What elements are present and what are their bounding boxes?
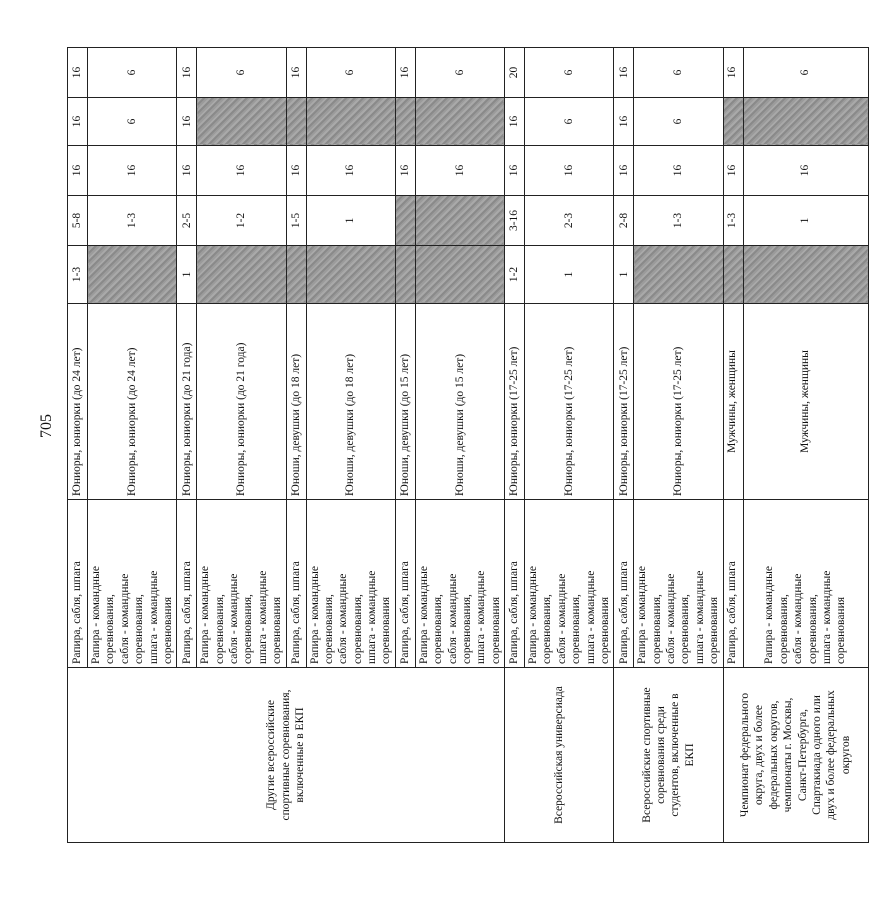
value-cell-4: 6 (88, 98, 177, 146)
place-cell-1 (634, 246, 723, 304)
place-cell-2: 1-3 (723, 196, 743, 246)
category-cell (395, 500, 415, 668)
value-cell-3: 16 (88, 146, 177, 196)
value-cell-4: 16 (177, 98, 197, 146)
table-row (505, 48, 525, 843)
place-cell-2: 1-5 (286, 196, 306, 246)
category-cell (525, 500, 614, 668)
category-line: шпага - командные соревнования (256, 570, 284, 664)
group-name (505, 668, 614, 843)
category-cell (415, 500, 504, 668)
group-line: округа, двух и более (753, 705, 766, 805)
group-line: Санкт-Петербурга, (796, 708, 809, 802)
value-cell-3: 16 (306, 146, 395, 196)
competition-table (67, 47, 869, 843)
value-cell-4 (743, 98, 868, 146)
category-line: Рапира - командные соревнования, (636, 566, 663, 664)
value-cell-3: 16 (723, 146, 743, 196)
value-cell-3: 16 (395, 146, 415, 196)
group-line: чемпионаты г. Москвы, (782, 697, 795, 813)
group-line: Всероссийские спортивные (640, 687, 653, 823)
value-cell-5: 6 (634, 48, 723, 98)
group-line: округов (839, 735, 852, 775)
group-line: Спартакиада одного или (810, 695, 823, 815)
category-line: шпага - командные соревнования (584, 570, 611, 664)
category-cell (723, 500, 743, 668)
group-name (68, 668, 505, 843)
group-line: спортивные соревнования, (279, 689, 292, 821)
place-cell-1: 1 (177, 246, 197, 304)
category-cell (306, 500, 395, 668)
category-line: шпага - командные соревнования (147, 570, 174, 664)
category-line: шпага - командные соревнования (820, 570, 848, 664)
category-line: Рапира, сабля, шпага (289, 561, 302, 664)
value-cell-4: 6 (525, 98, 614, 146)
group-line: соревнования среди (655, 706, 667, 804)
value-cell-5: 16 (723, 48, 743, 98)
value-cell-5: 16 (286, 48, 306, 98)
age-group-cell: Юноши, девушки (до 15 лет) (395, 304, 415, 500)
value-cell-3: 16 (415, 146, 504, 196)
value-cell-4: 16 (68, 98, 88, 146)
place-cell-2 (415, 196, 504, 246)
place-cell-2: 1-3 (634, 196, 723, 246)
value-cell-4 (306, 98, 395, 146)
value-cell-3: 16 (505, 146, 525, 196)
place-cell-1: 1 (525, 246, 614, 304)
place-cell-2: 1-2 (197, 196, 286, 246)
category-line: Рапира, сабля, шпага (617, 561, 630, 664)
group-line: двух и более федеральных (825, 690, 838, 820)
age-group-cell: Юноши, девушки (до 15 лет) (415, 304, 504, 500)
table-row (723, 48, 743, 843)
place-cell-2: 1-3 (88, 196, 177, 246)
category-line: Рапира, сабля, шпага (508, 561, 521, 664)
value-cell-3: 16 (177, 146, 197, 196)
category-line: сабля - командные соревнования, (446, 573, 473, 664)
category-line: сабля - командные соревнования, (228, 573, 255, 664)
age-group-cell: Юниоры, юниорки (17-25 лет) (505, 304, 525, 500)
value-cell-3: 16 (525, 146, 614, 196)
value-cell-5: 16 (614, 48, 634, 98)
category-cell (743, 500, 868, 668)
page-number: 705 (38, 414, 55, 438)
category-cell (286, 500, 306, 668)
place-cell-1: 1-2 (505, 246, 525, 304)
group-name (723, 668, 868, 843)
value-cell-5: 6 (743, 48, 868, 98)
category-line: Рапира, сабля, шпага (725, 561, 738, 664)
place-cell-1: 1 (614, 246, 634, 304)
place-cell-2: 2-8 (614, 196, 634, 246)
place-cell-2: 2-5 (177, 196, 197, 246)
group-line: Всероссийская универсиада (552, 686, 565, 824)
age-group-cell: Юниоры, юниорки (17-25 лет) (614, 304, 634, 500)
category-line: Рапира, сабля, шпага (180, 561, 193, 664)
category-line: сабля - командные соревнования, (555, 573, 583, 664)
value-cell-5: 20 (505, 48, 525, 98)
category-line: шпага - командные соревнования (693, 570, 721, 664)
category-line: Рапира, сабля, шпага (71, 561, 84, 664)
value-cell-4 (197, 98, 286, 146)
category-line: шпага - командные соревнования (475, 570, 502, 664)
age-group-cell: Юноши, девушки (до 18 лет) (286, 304, 306, 500)
age-group-cell: Юниоры, юниорки (17-25 лет) (525, 304, 614, 500)
place-cell-1 (395, 246, 415, 304)
category-line: Рапира - командные соревнования, (90, 566, 117, 664)
place-cell-2: 1 (306, 196, 395, 246)
value-cell-5: 16 (68, 48, 88, 98)
age-group-cell: Мужчины, женщины (723, 304, 743, 500)
value-cell-3: 16 (197, 146, 286, 196)
value-cell-5: 6 (415, 48, 504, 98)
category-cell (614, 500, 634, 668)
value-cell-5: 6 (88, 48, 177, 98)
age-group-cell: Юниоры, юниорки (до 21 года) (197, 304, 286, 500)
value-cell-4 (286, 98, 306, 146)
value-cell-5: 6 (525, 48, 614, 98)
category-line: Рапира - командные соревнования, (417, 566, 445, 664)
place-cell-2: 5-8 (68, 196, 88, 246)
age-group-cell: Юниоры, юниорки (17-25 лет) (634, 304, 723, 500)
value-cell-4 (395, 98, 415, 146)
value-cell-5: 16 (395, 48, 415, 98)
group-line: Чемпионат федерального (739, 692, 751, 818)
group-name (614, 668, 723, 843)
category-cell (634, 500, 723, 668)
group-line: федеральных округов, (767, 700, 780, 810)
value-cell-3: 16 (286, 146, 306, 196)
place-cell-1 (197, 246, 286, 304)
category-cell (505, 500, 525, 668)
value-cell-4: 16 (614, 98, 634, 146)
place-cell-1 (306, 246, 395, 304)
category-line: сабля - командные соревнования, (337, 573, 364, 664)
value-cell-5: 16 (177, 48, 197, 98)
place-cell-2: 1 (743, 196, 868, 246)
age-group-cell: Мужчины, женщины (743, 304, 868, 500)
group-line: студентов, включенные в (669, 693, 682, 817)
category-cell (197, 500, 286, 668)
group-line: ЕКП (683, 743, 696, 767)
place-cell-2: 2-3 (525, 196, 614, 246)
category-cell (177, 500, 197, 668)
category-line: сабля - командные соревнования, (118, 573, 146, 664)
value-cell-4: 16 (505, 98, 525, 146)
age-group-cell: Юниоры, юниорки (до 21 года) (177, 304, 197, 500)
place-cell-1 (88, 246, 177, 304)
category-line: сабля - командные соревнования, (665, 573, 692, 664)
place-cell-1 (415, 246, 504, 304)
age-group-cell: Юниоры, юниорки (до 24 лет) (68, 304, 88, 500)
place-cell-1 (723, 246, 743, 304)
table-row (68, 48, 88, 843)
category-line: Рапира, сабля, шпага (399, 561, 412, 664)
value-cell-4: 6 (634, 98, 723, 146)
value-cell-3: 16 (634, 146, 723, 196)
category-cell (88, 500, 177, 668)
value-cell-3: 16 (68, 146, 88, 196)
value-cell-4 (415, 98, 504, 146)
rotated-table-container (67, 48, 852, 843)
category-cell (68, 500, 88, 668)
group-line: Другие всероссийские (265, 700, 278, 811)
place-cell-2: 3-16 (505, 196, 525, 246)
group-line: включенные в ЕКП (294, 707, 307, 803)
age-group-cell: Юниоры, юниорки (до 24 лет) (88, 304, 177, 500)
value-cell-4 (723, 98, 743, 146)
category-line: Рапира - командные соревнования, (199, 566, 226, 664)
value-cell-3: 16 (743, 146, 868, 196)
category-line: Рапира - командные соревнования, (308, 566, 335, 664)
category-line: Рапира - командные соревнования, (527, 566, 554, 664)
place-cell-1 (743, 246, 868, 304)
category-line: сабля - командные соревнования, (792, 573, 819, 664)
category-line: шпага - командные соревнования (366, 570, 393, 664)
age-group-cell: Юноши, девушки (до 18 лет) (306, 304, 395, 500)
value-cell-3: 16 (614, 146, 634, 196)
place-cell-1 (286, 246, 306, 304)
value-cell-5: 6 (197, 48, 286, 98)
place-cell-2 (395, 196, 415, 246)
place-cell-1: 1-3 (68, 246, 88, 304)
value-cell-5: 6 (306, 48, 395, 98)
table-row (614, 48, 634, 843)
category-line: Рапира - командные соревнования, (763, 566, 790, 664)
